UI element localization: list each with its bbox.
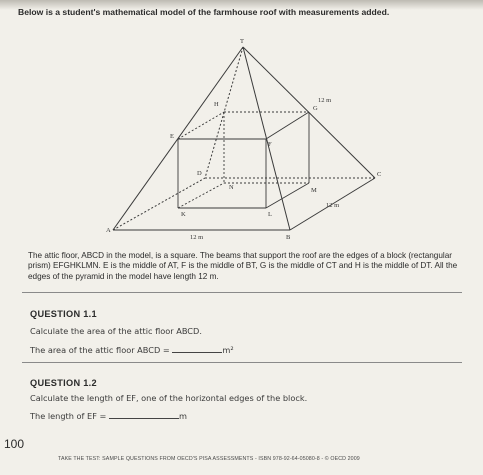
measure-slant-edge: 12 m	[318, 97, 332, 104]
divider-1	[22, 292, 462, 293]
question-1-2-answer-line	[30, 409, 187, 421]
question-1-1-answer-line	[30, 343, 234, 355]
question-1-1-answer-blank[interactable]	[172, 343, 222, 353]
edge-KN	[178, 183, 224, 208]
measure-side-BC: 12 m	[326, 202, 340, 209]
label-H: H	[214, 101, 219, 108]
question-1-2-prompt: Calculate the length of EF, one of the horizontal edges of the block.	[30, 393, 308, 403]
label-D: D	[197, 170, 202, 177]
page-number: 100	[4, 437, 25, 451]
question-1-1-title: QUESTION 1.1	[30, 309, 97, 319]
intro-emphasis: roof	[259, 7, 277, 17]
label-A: A	[106, 227, 111, 234]
label-B: B	[286, 234, 291, 241]
question-1-2-answer-blank[interactable]	[109, 409, 179, 419]
label-M: M	[311, 187, 317, 194]
block-edges	[178, 112, 309, 208]
question-1-2-answer-unit: m	[178, 411, 187, 421]
edge-LM	[266, 183, 309, 208]
label-E: E	[170, 133, 174, 140]
edge-EH	[178, 112, 224, 139]
edge-AD	[113, 178, 205, 230]
question-1-1-prompt: Calculate the area of the attic floor ABCD.	[30, 326, 202, 336]
question-1-2-title: QUESTION 1.2	[30, 378, 97, 388]
label-L: L	[268, 211, 272, 218]
intro-text-after: with measurements added.	[276, 7, 390, 17]
question-1-1-answer-prefix: The area of the attic floor ABCD =	[30, 345, 173, 355]
divider-2	[22, 362, 462, 363]
label-G: G	[313, 105, 318, 112]
label-F: F	[268, 141, 272, 148]
page-footer: TAKE THE TEST: SAMPLE QUESTIONS FROM OECD'S PISA ASSESSMENTS - ISBN 978-92-64-05080-8 - © OECD 2009	[58, 456, 360, 462]
intro-text-before: Below is a student's mathematical model of the farmhouse	[18, 7, 260, 17]
question-1-1-answer-unit: m²	[222, 345, 234, 355]
edge-FG	[266, 112, 309, 139]
model-description: The attic floor, ABCD in the model, is a square. The beams that support the roof are the edges of a block (rectangular prism) EFGHKLMN. E is the middle of AT, F is the middle of BT, G is the middle of CT and H is the middle of DT. All the edges of the pyramid in the model have length 12 m.	[28, 251, 458, 281]
label-N: N	[229, 184, 234, 191]
label-T: T	[240, 38, 244, 45]
label-K: K	[181, 211, 186, 218]
label-C: C	[377, 171, 382, 178]
measure-side-AB: 12 m	[190, 234, 204, 241]
vertex-labels	[106, 38, 381, 241]
question-1-2-answer-prefix: The length of EF =	[30, 411, 109, 421]
